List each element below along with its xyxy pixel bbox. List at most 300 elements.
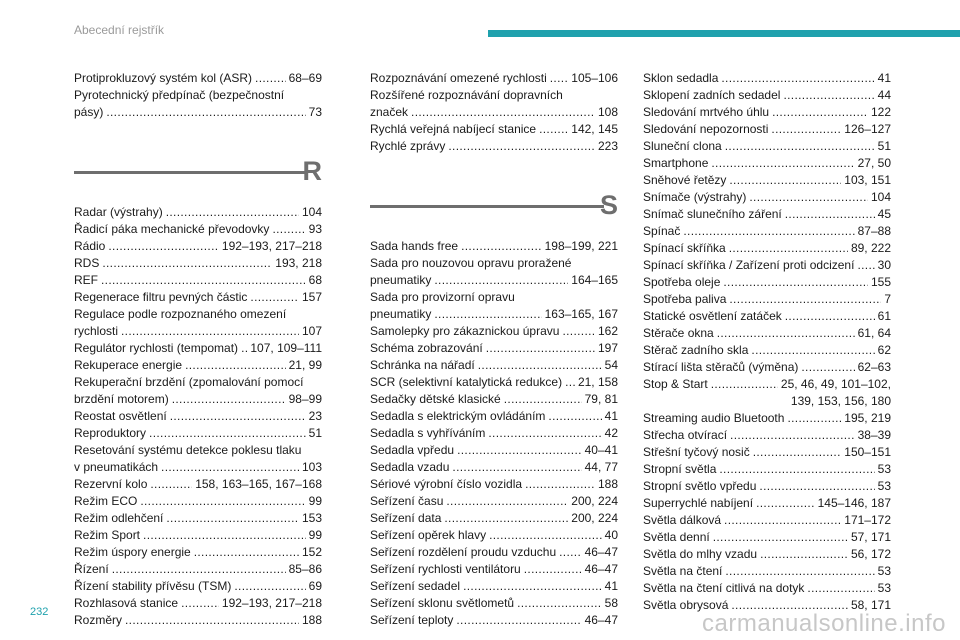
entry-term: Rychlá veřejná nabíjecí stanice	[370, 122, 537, 136]
index-entry	[74, 561, 322, 578]
entry-term: Rezervní kolo	[74, 477, 148, 491]
index-entry	[74, 408, 322, 425]
entry-term: Regenerace filtru pevných částic	[74, 290, 248, 304]
entry-term: Sněhové řetězy	[643, 173, 727, 187]
entry-row	[370, 374, 618, 391]
entry-pages: 44, 77	[584, 460, 618, 474]
entry-row	[370, 510, 618, 527]
entry-term: Seřízení rychlosti ventilátoru	[370, 562, 521, 576]
entry-term: Řadicí páka mechanické převodovky	[74, 222, 270, 236]
entry-term: Režim ECO	[74, 494, 138, 508]
index-entry	[643, 529, 891, 546]
entry-row	[74, 578, 322, 595]
entry-row	[74, 238, 322, 255]
index-entry	[370, 70, 618, 87]
entry-term: Spínač	[643, 224, 681, 238]
entry-term: Sedadla s vyhříváním	[370, 426, 486, 440]
entry-term: Světla do mlhy vzadu	[643, 547, 758, 561]
dot-leader	[711, 376, 778, 393]
index-entry	[74, 70, 322, 87]
entry-term: Reproduktory	[74, 426, 147, 440]
entry-pages: 51	[877, 139, 891, 153]
dot-leader	[185, 357, 286, 374]
index-entry	[74, 476, 322, 493]
entry-pages: 195, 219	[844, 411, 891, 425]
index-entry	[74, 510, 322, 527]
index-entry	[370, 357, 618, 374]
entry-term: Regulátor rychlosti (tempomat)	[74, 341, 239, 355]
index-entry	[74, 306, 322, 340]
entry-pages: 62–63	[857, 360, 891, 374]
entry-pages: 57, 171	[850, 530, 891, 544]
entry-row	[74, 612, 322, 629]
entry-row	[643, 342, 891, 359]
dot-leader	[548, 408, 601, 425]
dot-leader	[801, 359, 854, 376]
entry-term-line: Pyrotechnický předpínač (bezpečnostní	[74, 88, 285, 102]
entry-row	[643, 274, 891, 291]
entry-term: Smartphone	[643, 156, 709, 170]
entry-pages: 200, 224	[571, 494, 618, 508]
index-entry	[74, 544, 322, 561]
entry-row	[643, 529, 891, 546]
entry-term: Světla denní	[643, 530, 710, 544]
entry-pages: 53	[877, 462, 891, 476]
entry-pages: 108	[597, 105, 618, 119]
index-entry	[643, 580, 891, 597]
entry-row	[643, 563, 891, 580]
index-entry	[370, 459, 618, 476]
entry-term: v pneumatikách	[74, 460, 159, 474]
entry-row	[643, 359, 891, 376]
entry-term: Stropní světla	[643, 462, 717, 476]
index-entry	[370, 442, 618, 459]
entry-pages: 163–165, 167	[544, 307, 618, 321]
dot-leader	[444, 510, 568, 527]
entry-pages: 41	[604, 579, 618, 593]
entry-row	[74, 272, 322, 289]
entry-pages: 122	[870, 105, 891, 119]
dot-leader	[550, 70, 569, 87]
index-entry	[643, 325, 891, 342]
entry-pages: 157	[301, 290, 322, 304]
entry-term: Stěrač zadního skla	[643, 343, 749, 357]
entry-pages: 107, 109–111	[250, 341, 322, 355]
entry-pages: 42	[604, 426, 618, 440]
entry-row	[370, 70, 618, 87]
dot-leader	[486, 340, 595, 357]
entry-row	[74, 544, 322, 561]
entry-pages: 89, 222	[850, 241, 891, 255]
dot-leader	[724, 512, 841, 529]
dot-leader	[434, 306, 541, 323]
entry-pages: 69	[308, 579, 322, 593]
entry-term: Sedadla vzadu	[370, 460, 450, 474]
dot-leader	[525, 476, 595, 493]
index-entry	[370, 476, 618, 493]
entry-pages: 68–69	[288, 71, 322, 85]
entry-pages: 99	[308, 494, 322, 508]
entry-pages: 41	[604, 409, 618, 423]
index-entry	[643, 274, 891, 291]
index-column-2	[370, 70, 618, 629]
entry-pages: 30	[877, 258, 891, 272]
entry-term: Seřízení teploty	[370, 613, 454, 627]
index-entry	[370, 425, 618, 442]
entry-pages: 150–151	[844, 445, 891, 459]
index-entry	[74, 425, 322, 442]
entry-row	[643, 580, 891, 597]
index-entry	[643, 342, 891, 359]
entry-row	[370, 612, 618, 629]
entry-row	[370, 561, 618, 578]
dot-leader	[787, 410, 841, 427]
entry-row	[74, 340, 322, 357]
index-entry	[370, 578, 618, 595]
entry-term: Střešní tyčový nosič	[643, 445, 750, 459]
dot-leader	[729, 291, 881, 308]
entry-term: rychlosti	[74, 324, 119, 338]
index-entry	[370, 510, 618, 527]
dot-leader	[166, 510, 299, 527]
dot-leader	[161, 459, 299, 476]
running-title: Abecední rejstřík	[74, 23, 165, 37]
entry-row	[370, 578, 618, 595]
entry-row	[370, 442, 618, 459]
entry-pages: 99	[308, 528, 322, 542]
entry-pages: 162	[597, 324, 618, 338]
dot-leader	[711, 155, 854, 172]
entry-pages: 7	[884, 292, 891, 306]
entry-term: Sada hands free	[370, 239, 459, 253]
dot-leader	[172, 391, 286, 408]
entry-pages: 21, 158	[577, 375, 618, 389]
entry-row	[370, 544, 618, 561]
index-entry	[643, 495, 891, 512]
index-entry	[370, 408, 618, 425]
entry-term: Stěrače okna	[643, 326, 714, 340]
entry-row	[643, 427, 891, 444]
entry-term: Samolepky pro zákaznickou úpravu	[370, 324, 560, 338]
index-entry	[643, 223, 891, 240]
index-entry	[643, 478, 891, 495]
entry-pages: 53	[877, 479, 891, 493]
entry-term: Rádio	[74, 239, 106, 253]
index-entry	[370, 544, 618, 561]
index-entry	[643, 376, 891, 410]
section-rule	[74, 171, 308, 174]
entry-row	[643, 546, 891, 563]
entry-row	[74, 510, 322, 527]
entry-pages: 53	[877, 564, 891, 578]
entry-term: Sklopení zadních sedadel	[643, 88, 781, 102]
entry-row	[370, 493, 618, 510]
dot-leader	[461, 238, 542, 255]
entry-term-line: Rekuperační brzdění (zpomalování pomocí	[74, 375, 304, 389]
entry-row	[74, 289, 322, 306]
index-entry	[74, 527, 322, 544]
dot-leader	[140, 493, 305, 510]
entry-row	[643, 444, 891, 461]
entry-pages: 62	[877, 343, 891, 357]
dot-leader	[725, 138, 875, 155]
col1-list	[74, 204, 322, 629]
entry-row	[643, 172, 891, 189]
entry-pages: 164–165	[571, 273, 618, 287]
entry-pages: 200, 224	[571, 511, 618, 525]
entry-term: Světla dálková	[643, 513, 722, 527]
entry-pages: 126–127	[844, 122, 891, 136]
dot-leader	[753, 444, 842, 461]
entry-pages: 87–88	[857, 224, 891, 238]
entry-term: Sledování nepozornosti	[643, 122, 769, 136]
entry-row	[74, 204, 322, 221]
entry-row	[643, 461, 891, 478]
entry-row	[370, 306, 618, 323]
index-entry	[370, 612, 618, 629]
entry-pages: 54	[604, 358, 618, 372]
index-entry	[643, 172, 891, 189]
dot-leader	[524, 561, 582, 578]
entry-pages: 107	[301, 324, 322, 338]
col3-list	[643, 70, 891, 614]
index-entry	[643, 444, 891, 461]
entry-pages: 188	[301, 613, 322, 627]
entry-term: pneumatiky	[370, 273, 432, 287]
entry-row	[370, 238, 618, 255]
entry-row	[643, 512, 891, 529]
index-entry	[74, 272, 322, 289]
index-entry	[643, 257, 891, 274]
dot-leader	[517, 595, 602, 612]
dot-leader	[771, 121, 841, 138]
entry-row	[74, 323, 322, 340]
index-entry	[74, 374, 322, 408]
entry-pages: 171–172	[844, 513, 891, 527]
dot-leader	[488, 425, 601, 442]
index-entry	[74, 340, 322, 357]
entry-term: RDS	[74, 256, 100, 270]
entry-row	[643, 478, 891, 495]
entry-pages: 103	[301, 460, 322, 474]
dot-leader	[749, 189, 868, 206]
entry-row	[643, 87, 891, 104]
index-entry	[370, 340, 618, 357]
entry-row	[74, 425, 322, 442]
entry-row	[643, 495, 891, 512]
entry-term: Režim odlehčení	[74, 511, 164, 525]
entry-row	[74, 221, 322, 238]
entry-pages: 61	[877, 309, 891, 323]
entry-row	[643, 155, 891, 172]
entry-pages: 198–199, 221	[544, 239, 618, 253]
entry-pages: 38–39	[857, 428, 891, 442]
entry-row	[74, 357, 322, 374]
dot-leader	[489, 527, 602, 544]
entry-row	[370, 476, 618, 493]
entry-pages: 93	[308, 222, 322, 236]
entry-row	[370, 595, 618, 612]
dot-leader	[785, 308, 875, 325]
section-letter: S	[599, 190, 618, 220]
index-entry	[370, 561, 618, 578]
entry-term: Světla na čtení	[643, 564, 723, 578]
index-entry	[370, 527, 618, 544]
entry-term: Režim Sport	[74, 528, 141, 542]
entry-term: Superrychlé nabíjení	[643, 496, 754, 510]
dot-leader	[121, 323, 299, 340]
dot-leader	[411, 104, 595, 121]
dot-leader	[106, 104, 305, 121]
entry-term-line: Resetování systému detekce poklesu tlaku	[74, 443, 302, 457]
dot-leader	[108, 238, 219, 255]
index-entry	[643, 359, 891, 376]
entry-row	[643, 325, 891, 342]
index-entry	[643, 512, 891, 529]
entry-term: Střecha otvírací	[643, 428, 728, 442]
index-entry	[370, 323, 618, 340]
entry-term: Spotřeba oleje	[643, 275, 721, 289]
entry-pages: 44	[877, 88, 891, 102]
dot-leader	[751, 342, 874, 359]
entry-term: Rychlé zprávy	[370, 139, 446, 153]
index-entry	[370, 391, 618, 408]
entry-term: Sedačky dětské klasické	[370, 392, 501, 406]
index-column-3	[643, 70, 891, 614]
entry-pages: 192–193, 217–218	[221, 596, 322, 610]
entry-term: Rozpoznávání omezené rychlosti	[370, 71, 547, 85]
entry-pages: 40–41	[584, 443, 618, 457]
entry-pages: 73	[308, 105, 322, 119]
index-entry	[74, 595, 322, 612]
entry-term: pneumatiky	[370, 307, 432, 321]
entry-term: Streaming audio Bluetooth	[643, 411, 785, 425]
entry-term: Sledování mrtvého úhlu	[643, 105, 770, 119]
index-entry	[370, 87, 618, 121]
entry-term: Řízení	[74, 562, 109, 576]
entry-term: Statické osvětlení zatáček	[643, 309, 782, 323]
entry-row	[643, 70, 891, 87]
index-entry	[74, 612, 322, 629]
dot-leader	[112, 561, 286, 578]
dot-leader	[456, 612, 581, 629]
dot-leader	[448, 138, 595, 155]
entry-term: Schránka na nářadí	[370, 358, 475, 372]
page-number: 232	[30, 606, 49, 618]
index-entry	[643, 121, 891, 138]
entry-row	[370, 272, 618, 289]
index-entry	[370, 289, 618, 323]
dot-leader	[756, 495, 815, 512]
entry-term: Stop & Start	[643, 377, 708, 391]
index-entry	[643, 291, 891, 308]
section-rule	[370, 205, 604, 208]
entry-pages: 40	[604, 528, 618, 542]
entry-row	[370, 104, 618, 121]
entry-term: Sklon sedadla	[643, 71, 719, 85]
entry-pages: 61, 64	[857, 326, 891, 340]
entry-term: Stírací lišta stěračů (výměna)	[643, 360, 799, 374]
dot-leader	[729, 240, 848, 257]
index-entry	[370, 121, 618, 138]
index-entry	[74, 289, 322, 306]
dot-leader	[194, 544, 299, 561]
index-entry	[643, 563, 891, 580]
entry-pages: 25, 46, 49, 101–102,	[780, 377, 891, 391]
entry-term-line: Regulace podle rozpoznaného omezení	[74, 307, 287, 321]
dot-leader	[478, 357, 602, 374]
index-column-1	[74, 70, 322, 629]
entry-pages: 192–193, 217–218	[221, 239, 322, 253]
entry-pages: 51	[308, 426, 322, 440]
entry-row	[74, 104, 322, 121]
entry-term: Rozměry	[74, 613, 123, 627]
dot-leader	[457, 442, 582, 459]
index-entry	[370, 138, 618, 155]
entry-term: Spotřeba paliva	[643, 292, 727, 306]
dot-leader	[759, 478, 874, 495]
entry-pages: 85–86	[288, 562, 322, 576]
index-entry	[643, 206, 891, 223]
header-accent-bar	[488, 30, 960, 37]
dot-leader	[562, 323, 595, 340]
entry-row	[74, 561, 322, 578]
entry-term: pásy)	[74, 105, 104, 119]
entry-row	[643, 376, 891, 393]
entry-pages: 23	[308, 409, 322, 423]
entry-term: Seřízení sedadel	[370, 579, 461, 593]
entry-term-line: Sada pro provizorní opravu	[370, 290, 515, 304]
dot-leader	[234, 578, 305, 595]
dot-leader	[150, 476, 192, 493]
entry-pages: 104	[870, 190, 891, 204]
dot-leader	[539, 121, 568, 138]
entry-pages: 223	[597, 139, 618, 153]
entry-pages: 153	[301, 511, 322, 525]
dot-leader	[446, 493, 568, 510]
entry-term: Řízení stability přívěsu (TSM)	[74, 579, 232, 593]
index-entry	[74, 493, 322, 510]
dot-leader	[807, 580, 874, 597]
entry-row	[370, 138, 618, 155]
entry-pages: 145–146, 187	[817, 496, 891, 510]
entry-pages: 46–47	[584, 545, 618, 559]
dot-leader	[241, 340, 247, 357]
dot-leader	[729, 172, 841, 189]
dot-leader	[452, 459, 581, 476]
index-entry	[370, 493, 618, 510]
entry-term: Sedadla vpředu	[370, 443, 455, 457]
index-entry	[74, 87, 322, 121]
dot-leader	[181, 595, 219, 612]
entry-term: Spínací skříňka	[643, 241, 726, 255]
entry-pages: 41	[877, 71, 891, 85]
watermark: carmanualsonline.info	[702, 610, 946, 637]
entry-row	[370, 121, 618, 138]
entry-pages: 193, 218	[275, 256, 322, 270]
entry-term: Světla na čtení citlivá na dotyk	[643, 581, 805, 595]
entry-row	[643, 206, 891, 223]
index-entry	[74, 238, 322, 255]
entry-row	[370, 527, 618, 544]
entry-pages: 142, 145	[571, 122, 618, 136]
dot-leader	[719, 461, 874, 478]
index-entry	[643, 410, 891, 427]
entry-term: Seřízení sklonu světlometů	[370, 596, 515, 610]
entry-row	[74, 70, 322, 87]
entry-term: Světla obrysová	[643, 598, 729, 612]
col2-top-list	[370, 70, 618, 155]
